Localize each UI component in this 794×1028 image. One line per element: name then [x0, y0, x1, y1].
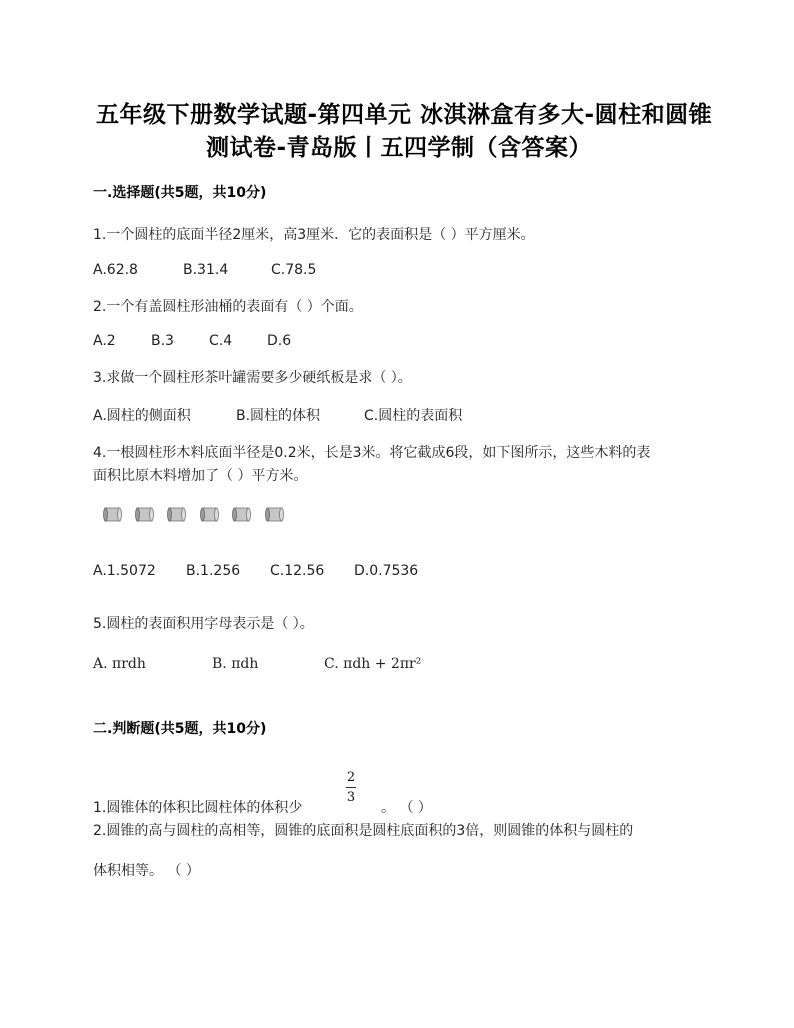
- cylinder-piece-1: [103, 507, 122, 522]
- cylinder-piece-5: [232, 507, 251, 522]
- cylinder-piece-2: [135, 507, 154, 522]
- judgment-2-text-line1: 2.圆锥的高与圆柱的高相等，圆锥的底面积是圆柱底面积的3倍，则圆锥的体积与圆柱的: [93, 823, 634, 839]
- document-title-line2: 测试卷-青岛版丨五四学制（含答案）: [206, 135, 593, 161]
- question-5-text: 5.圆柱的表面积用字母表示是（ ）。: [93, 616, 314, 632]
- q4-option-d: D.0.7536: [354, 563, 419, 579]
- q2-option-d: D.6: [267, 333, 292, 349]
- judgment-1-text: 1.圆锥体的体积比圆柱体的体积少: [93, 800, 303, 816]
- q2-option-b: B.3: [151, 333, 174, 349]
- q5-option-a: A. πrdh: [93, 656, 146, 672]
- question-1-text: 1.一个圆柱的底面半径2厘米，高3厘米．它的表面积是（ ）平方厘米。: [93, 227, 535, 243]
- q4-option-c: C.12.56: [270, 563, 325, 579]
- q3-option-c: C.圆柱的表面积: [364, 408, 463, 424]
- question-4-text-line2: 面积比原木料增加了（ ）平方米。: [93, 468, 308, 484]
- q4-option-b: B.1.256: [186, 563, 241, 579]
- q2-option-c: C.4: [209, 333, 233, 349]
- judgment-1-tail: 。 （ ）: [381, 800, 432, 816]
- q1-option-c: C.78.5: [271, 262, 317, 278]
- question-4-text-line1: 4.一根圆柱形木料底面半径是0.2米，长是3米。将它截成6段，如下图所示，这些木料的表: [93, 445, 651, 461]
- section-heading-choice: 一.选择题(共5题，共10分): [93, 185, 267, 201]
- q1-option-b: B.31.4: [183, 262, 229, 278]
- q5-option-b: B. πdh: [212, 656, 259, 672]
- document-title-line1: 五年级下册数学试题-第四单元 冰淇淋盒有多大-圆柱和圆锥: [96, 102, 713, 128]
- q1-option-a: A.62.8: [93, 262, 138, 278]
- q5-option-c: C. πdh + 2πr²: [324, 656, 422, 672]
- fraction-bar: [346, 787, 356, 788]
- cylinder-piece-3: [167, 507, 186, 522]
- question-3-text: 3.求做一个圆柱形茶叶罐需要多少硬纸板是求（ ）。: [93, 370, 412, 386]
- cylinder-piece-6: [265, 507, 284, 522]
- q3-option-a: A.圆柱的侧面积: [93, 408, 191, 424]
- section-heading-judgment: 二.判断题(共5题，共10分): [93, 721, 267, 737]
- question-2-text: 2.一个有盖圆柱形油桶的表面有（ ）个面。: [93, 299, 363, 315]
- q2-option-a: A.2: [93, 333, 116, 349]
- cylinder-piece-4: [200, 507, 219, 522]
- judgment-2-text-line2: 体积相等。 （ ）: [93, 863, 200, 879]
- fraction-numerator: 2: [346, 770, 356, 785]
- fraction-two-thirds: [346, 770, 356, 805]
- q4-option-a: A.1.5072: [93, 563, 156, 579]
- fraction-denominator: 3: [346, 790, 356, 805]
- q3-option-b: B.圆柱的体积: [236, 408, 321, 424]
